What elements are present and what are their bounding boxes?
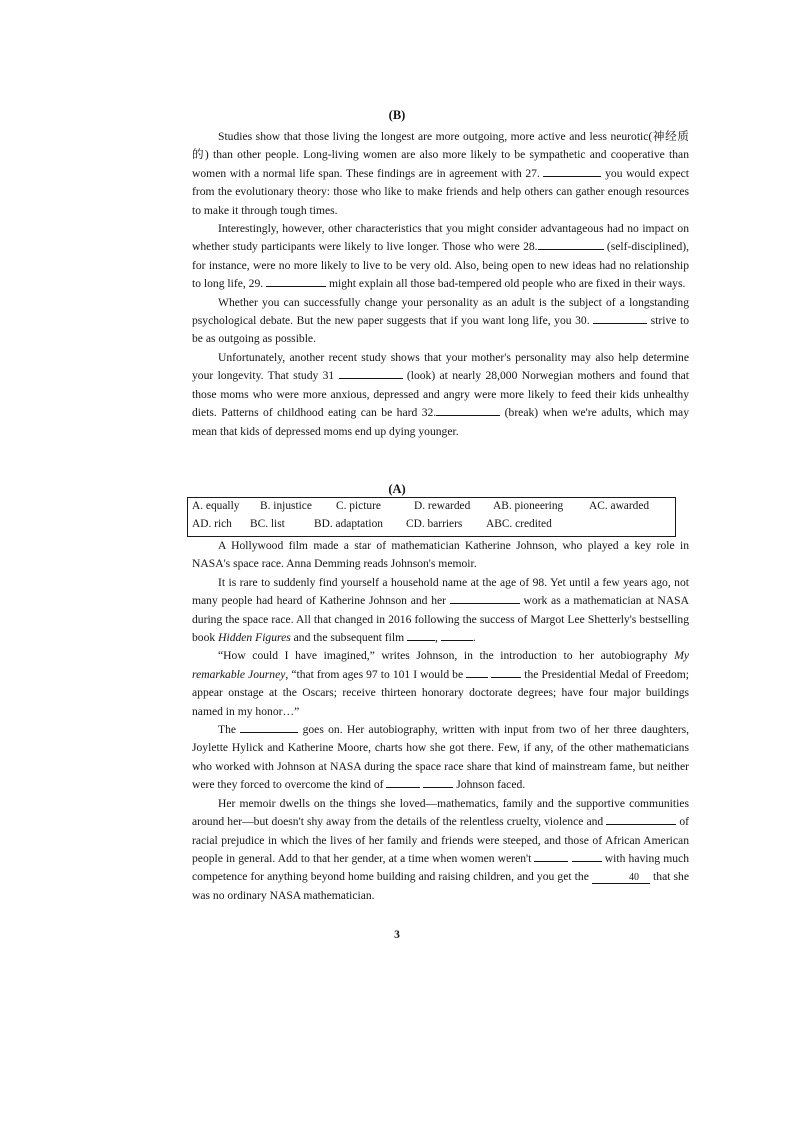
paragraph-text: , “that from ages 97 to 101 I would be [285, 667, 467, 681]
paragraph [192, 721, 689, 795]
answer-blank[interactable] [538, 238, 604, 250]
italic-title: Hidden Figures [218, 631, 291, 645]
paragraph-text: The [218, 723, 241, 737]
word-option: B. injustice [260, 500, 312, 512]
paragraph-text: A Hollywood film made a star of mathematician Katherine Johnson, who played a key role in NASA's space race. Anna Demming reads Johnson's memoir. [192, 539, 689, 571]
paragraph-text: strive to be as outgoing as possible. [192, 314, 689, 346]
paragraph [192, 647, 689, 721]
answer-blank[interactable] [386, 776, 420, 788]
section-a-heading: (A) [388, 482, 406, 496]
paragraph-text: might explain all those bad-tempered old people who are fixed in their ways. [326, 277, 686, 291]
answer-blank[interactable] [466, 666, 488, 678]
word-bank-box [187, 497, 676, 537]
answer-blank[interactable] [543, 165, 601, 177]
paragraph-text: , [435, 631, 441, 645]
answer-blank[interactable] [407, 629, 435, 641]
italic-title: My remarkable Journey [192, 649, 689, 681]
section-a-passage [192, 537, 689, 905]
paragraph-text: that she was no ordinary NASA mathematician. [192, 870, 689, 902]
paragraph-text: Her memoir dwells on the things she loved—mathematics, family and the supportive communities around her—but doesn't shy away from the details of the relentless cruelty, violence and [192, 796, 689, 829]
paragraph-text: goes on. Her autobiography, written with input from two of her three daughters, Joylette Hylick and Katherine Moore, charts how she got there. Few, if any, of the other mathematicians who worked with Johnson at NASA during the space race share that kind of mainstream fame, but neither were they forced to overcome the kind of [192, 723, 689, 792]
answer-blank[interactable] [491, 666, 521, 678]
word-option: AD. rich [192, 518, 232, 530]
paragraph-text: you would expect from the evolutionary theory: those who like to make friends and help others can gather enough resources to make it through tough times. [192, 166, 689, 217]
word-bank-row-1 [188, 500, 675, 518]
answer-blank[interactable] [436, 404, 500, 416]
paragraph [192, 349, 689, 441]
answer-blank[interactable] [423, 776, 453, 788]
word-option: D. rewarded [414, 500, 471, 512]
paragraph-text: the Presidential Medal of Freedom; appear onstage at the Oscars; receive thirteen honorary doctorate degrees; have four major buildings named in my honor…” [192, 667, 690, 718]
answer-blank[interactable] [534, 850, 568, 862]
word-option: CD. barriers [406, 518, 463, 530]
answer-blank[interactable] [606, 813, 676, 825]
paragraph [192, 128, 689, 220]
answer-blank[interactable] [450, 592, 520, 604]
paragraph-text: . [472, 631, 476, 645]
paragraph [192, 294, 689, 349]
word-option: AB. pioneering [493, 500, 564, 512]
answer-blank[interactable]: 40 [592, 872, 650, 884]
word-option: C. picture [336, 500, 381, 512]
paragraph-text: and the subsequent film [290, 631, 408, 645]
answer-blank[interactable] [593, 312, 647, 324]
paragraph-text: (look) at nearly 28,000 Norwegian mothers and found that those moms who were more anxious, depressed and angry were more likely to feed their kids unhealthy diets. Patterns of childhood eating can be hard 32. [192, 369, 690, 420]
paragraph-text: “How could I have imagined,” writes Johnson, in the introduction to her autobiography [218, 649, 675, 663]
word-option: BD. adaptation [314, 518, 383, 530]
section-b-passage [192, 128, 689, 441]
paragraph-text: Studies show that those living the longest are more outgoing, more active and less neurotic(神经质的) than other people. Long-living women are also more likely to be sympathetic and cooperative than women with a normal life span. These findings are in agreement with 27. [192, 130, 689, 180]
word-bank-row-2 [188, 518, 675, 536]
paragraph-text: Whether you can successfully change your personality as an adult is the subject of a longstanding psychological debate. But the new paper suggests that if you want long life, you 30. [192, 295, 689, 328]
word-option: A. equally [192, 500, 240, 512]
answer-blank[interactable] [572, 850, 602, 862]
paragraph-text: (self-disciplined), for instance, were no more likely to live to be very old. Also, being open to new ideas had no relationship to long life, 29. [192, 240, 689, 291]
paragraph [192, 795, 689, 905]
section-b-heading: (B) [388, 108, 406, 122]
paragraph-text: Interestingly, however, other characteristics that you might consider advantageous had no impact on whether study participants were likely to live longer. Those who were 28. [192, 222, 689, 254]
word-option: AC. awarded [589, 500, 650, 512]
paragraph-text: Unfortunately, another recent study shows that your mother's personality may also help determine your longevity. That study 31 [192, 350, 689, 383]
answer-blank[interactable] [240, 721, 298, 733]
answer-blank[interactable] [441, 629, 473, 641]
paragraph-text: (break) when we're adults, which may mean that kids of depressed moms end up dying younger. [192, 406, 689, 438]
paragraph [192, 574, 689, 648]
answer-blank[interactable] [339, 367, 403, 379]
page-number: 3 [394, 929, 400, 941]
paragraph [192, 537, 689, 574]
paragraph-text: work as a mathematician at NASA during the space race. All that changed in 2016 following the success of Margot Lee Shetterly's bestselling book [192, 594, 689, 645]
paragraph-text: of racial prejudice in which the lives of her family and friends were steeped, and those of African American people in general. Add to that her gender, at a time when women weren't [192, 815, 689, 865]
word-option: BC. list [250, 518, 285, 530]
paragraph-text: with having much competence for anything beyond home building and raising children, and you get the [192, 851, 690, 884]
word-option: ABC. credited [486, 518, 552, 530]
paragraph-text: Johnson faced. [453, 778, 526, 792]
paragraph-text: It is rare to suddenly find yourself a household name at the age of 98. Yet until a few years ago, not many people had heard of Katherine Johnson and her [192, 575, 689, 608]
answer-blank[interactable] [266, 275, 326, 287]
paragraph [192, 220, 689, 294]
